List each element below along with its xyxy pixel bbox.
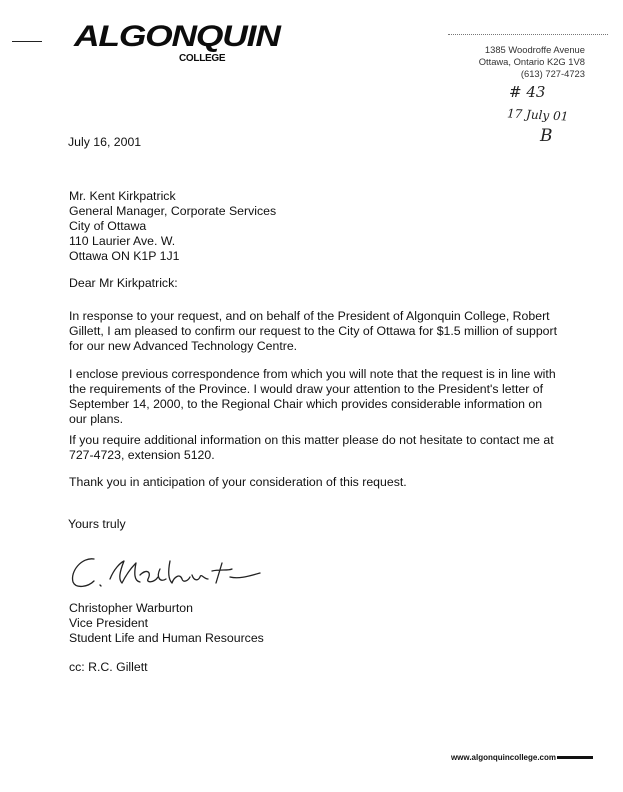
closing: Yours truly xyxy=(68,517,126,531)
address-city: Ottawa, Ontario K2G 1V8 xyxy=(478,56,585,67)
handwritten-date-note: 17 July 01 xyxy=(506,106,569,124)
body-paragraph-1 xyxy=(69,309,557,354)
body-line: 727-4723, extension 5120. xyxy=(69,448,215,462)
body-line: I enclose previous correspondence from which you will note that the request is in line with xyxy=(69,367,556,381)
recipient-line: Mr. Kent Kirkpatrick xyxy=(69,189,176,203)
body-paragraph-3 xyxy=(69,433,554,463)
body-line: the requirements of the Province. I would draw your attention to the President's letter of xyxy=(69,382,543,396)
body-line: our plans. xyxy=(69,412,124,426)
body-line: If you require additional information on this matter please do not hesitate to contact me at xyxy=(69,433,554,447)
signer-title: Vice President xyxy=(69,616,149,630)
cc-line: cc: R.C. Gillett xyxy=(69,660,148,674)
body-line: September 14, 2000, to the Regional Chair which provides considerable information on xyxy=(69,397,543,411)
address-rule xyxy=(448,34,608,35)
logo-rule xyxy=(12,41,42,42)
signer-block xyxy=(69,601,264,646)
handwritten-initials: B xyxy=(540,126,553,146)
signer-department: Student Life and Human Resources xyxy=(69,631,264,645)
address-street: 1385 Woodroffe Avenue xyxy=(484,44,585,55)
address-phone: (613) 727-4723 xyxy=(520,68,585,79)
college-logo: ALGONQUIN xyxy=(74,20,280,53)
letter-date: July 16, 2001 xyxy=(68,135,142,149)
body-line: Thank you in anticipation of your consideration of this request. xyxy=(69,475,407,489)
handwritten-ref-number: # 43 xyxy=(509,83,546,101)
handwritten-signature xyxy=(64,549,274,599)
recipient-line: 110 Laurier Ave. W. xyxy=(69,234,176,248)
website-text: www.algonquincollege.com xyxy=(450,753,556,762)
college-logo-subtitle: COLLEGE xyxy=(179,53,226,64)
recipient-line: Ottawa ON K1P 1J1 xyxy=(69,249,180,263)
signer-name: Christopher Warburton xyxy=(69,601,193,615)
recipient-line: City of Ottawa xyxy=(69,219,147,233)
recipient-address xyxy=(69,189,276,264)
body-line: In response to your request, and on behalf of the President of Algonquin College, Robert xyxy=(69,309,550,323)
footer-website[interactable] xyxy=(451,753,593,763)
recipient-line: General Manager, Corporate Services xyxy=(69,204,277,218)
salutation: Dear Mr Kirkpatrick: xyxy=(69,276,178,290)
body-line: Gillett, I am pleased to confirm our request to the City of Ottawa for $1.5 million of support xyxy=(69,324,558,338)
footer-bar xyxy=(557,756,593,759)
body-line: for our new Advanced Technology Centre. xyxy=(69,339,298,353)
body-paragraph-4 xyxy=(69,475,407,490)
body-paragraph-2 xyxy=(69,367,556,427)
